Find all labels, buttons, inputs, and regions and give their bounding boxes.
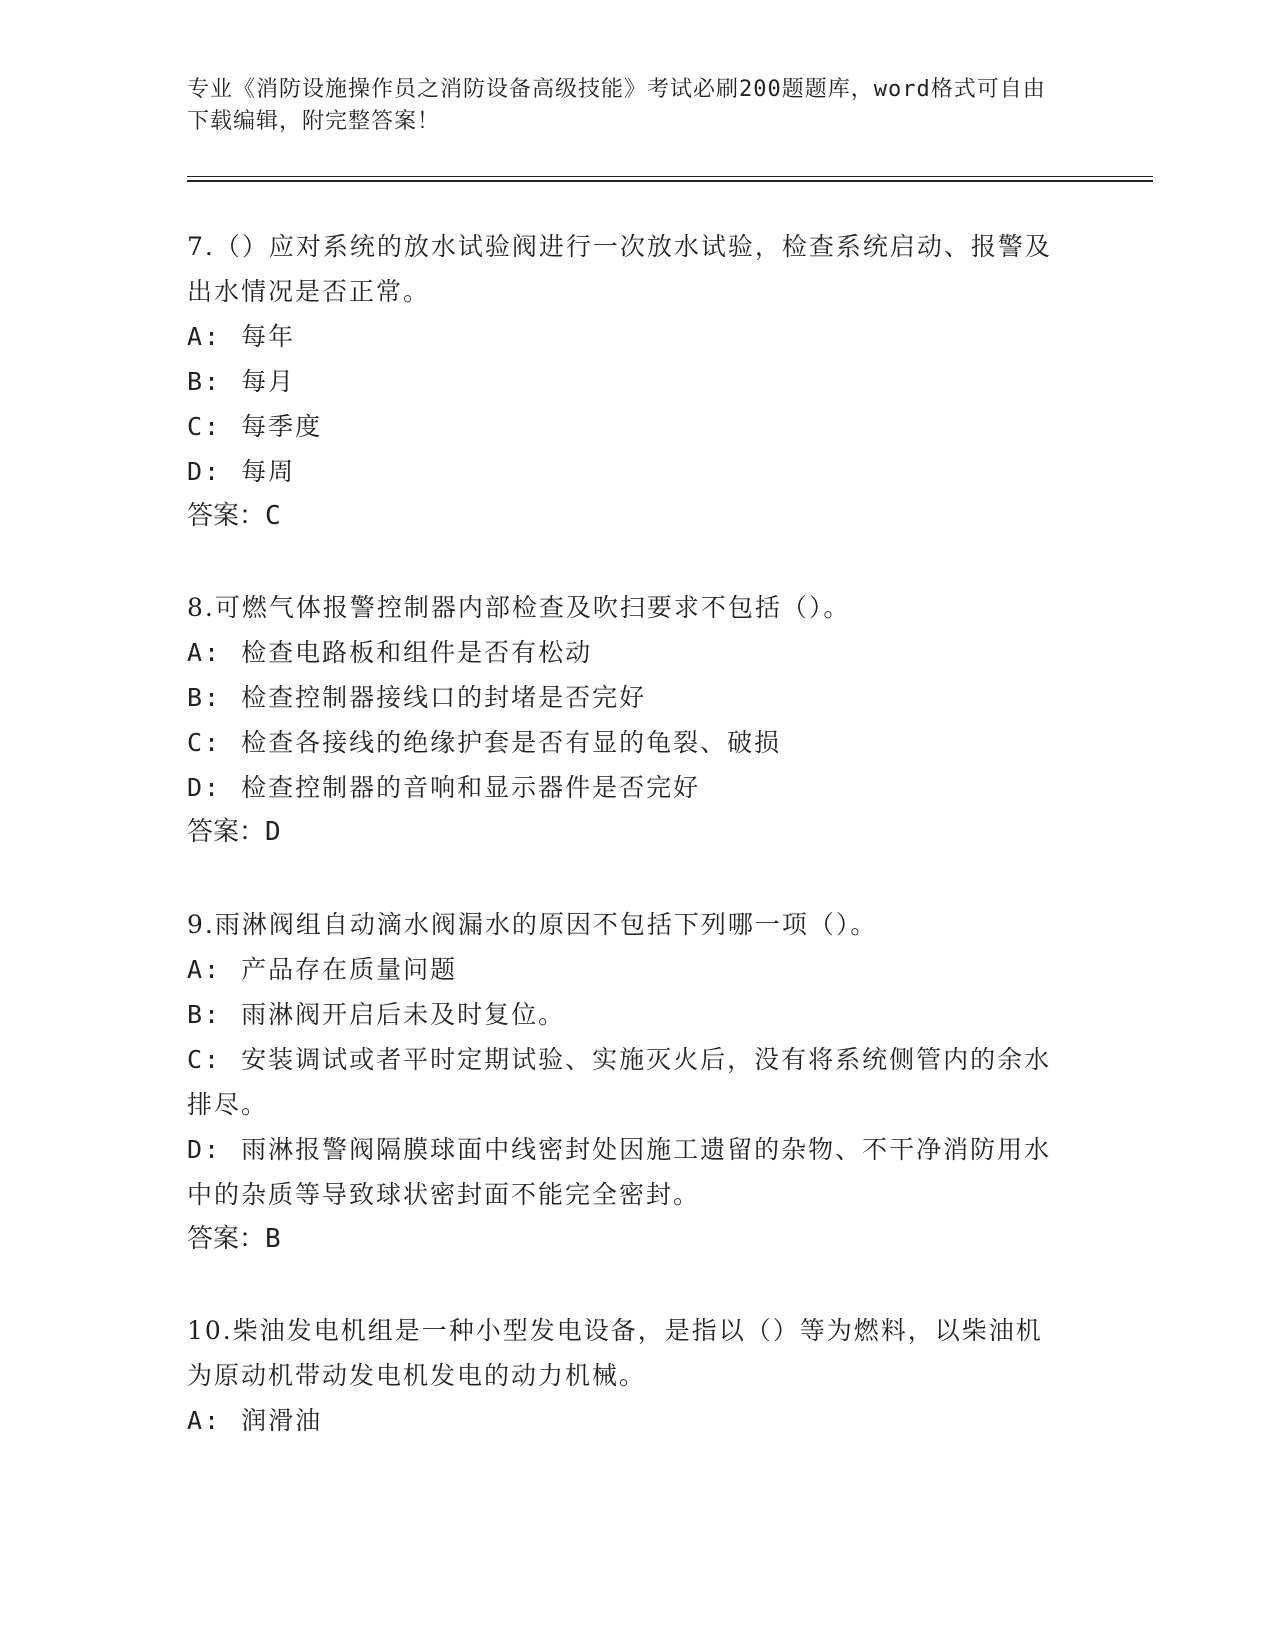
- option-label: D:: [187, 457, 222, 486]
- option-text: 每月: [241, 367, 296, 396]
- question-7: [187, 224, 1067, 539]
- header-divider-thin: [187, 176, 1153, 177]
- answer-label: 答案：: [187, 817, 266, 847]
- option-label: A:: [187, 638, 222, 667]
- answer-label: 答案：: [187, 501, 266, 531]
- option-c: [187, 720, 1067, 765]
- question-9: [187, 902, 1067, 1262]
- option-label: B:: [187, 1000, 222, 1029]
- question-10: [187, 1308, 1067, 1443]
- option-label: A:: [187, 1406, 222, 1435]
- document-header: 专业《消防设施操作员之消防设备高级技能》考试必刷200题题库，word格式可自由下载编辑，附完整答案！: [187, 77, 1046, 134]
- option-label: B:: [187, 683, 222, 712]
- question-8: [187, 585, 1067, 855]
- option-text: 检查控制器接线口的封堵是否完好: [241, 683, 647, 712]
- option-d: [187, 449, 1067, 494]
- option-d: [187, 765, 1067, 810]
- option-label: A:: [187, 322, 222, 351]
- option-label: D:: [187, 773, 222, 802]
- option-b: [187, 992, 1067, 1037]
- option-text: 每周: [241, 457, 296, 486]
- answer-line: [187, 1217, 1067, 1262]
- option-label: B:: [187, 367, 222, 396]
- answer-label: 答案：: [187, 1224, 266, 1254]
- question-stem: 7.（）应对系统的放水试验阀进行一次放水试验，检查系统启动、报警及出水情况是否正常。: [187, 232, 1052, 306]
- option-text: 雨淋阀开启后未及时复位。: [241, 1000, 566, 1029]
- header-divider-thick: [187, 180, 1153, 182]
- option-text: 每季度: [241, 412, 323, 441]
- option-text: 雨淋报警阀隔膜球面中线密封处因施工遗留的杂物、不干净消防用水中的杂质等导致球状密封面不能完全密封。: [187, 1135, 1052, 1209]
- option-b: [187, 675, 1067, 720]
- answer-value: D: [265, 817, 281, 847]
- option-text: 检查各接线的绝缘护套是否有显的龟裂、破损: [241, 728, 782, 757]
- option-label: A:: [187, 955, 222, 984]
- question-stem: 10.柴油发电机组是一种小型发电设备，是指以（）等为燃料，以柴油机为原动机带动发电机发电的动力机械。: [187, 1316, 1043, 1390]
- option-text: 安装调试或者平时定期试验、实施灭火后，没有将系统侧管内的余水排尽。: [187, 1045, 1052, 1119]
- question-stem: 9.雨淋阀组自动滴水阀漏水的原因不包括下列哪一项（）。: [187, 910, 878, 939]
- option-label: D:: [187, 1135, 222, 1164]
- answer-value: C: [265, 501, 281, 531]
- option-label: C:: [187, 1045, 222, 1074]
- option-text: 检查电路板和组件是否有松动: [241, 638, 593, 667]
- option-label: C:: [187, 728, 222, 757]
- option-a: [187, 947, 1067, 992]
- option-text: 检查控制器的音响和显示器件是否完好: [241, 773, 701, 802]
- option-text: 润滑油: [241, 1406, 323, 1435]
- option-c: [187, 1037, 1067, 1127]
- answer-line: [187, 494, 1067, 539]
- answer-value: B: [265, 1224, 281, 1254]
- question-stem: 8.可燃气体报警控制器内部检查及吹扫要求不包括（）。: [187, 593, 851, 622]
- option-label: C:: [187, 412, 222, 441]
- option-b: [187, 359, 1067, 404]
- option-a: [187, 314, 1067, 359]
- option-a: [187, 1398, 1067, 1443]
- option-c: [187, 404, 1067, 449]
- option-d: [187, 1127, 1067, 1217]
- option-text: 产品存在质量问题: [241, 955, 458, 984]
- answer-line: [187, 810, 1067, 855]
- option-a: [187, 630, 1067, 675]
- option-text: 每年: [241, 322, 296, 351]
